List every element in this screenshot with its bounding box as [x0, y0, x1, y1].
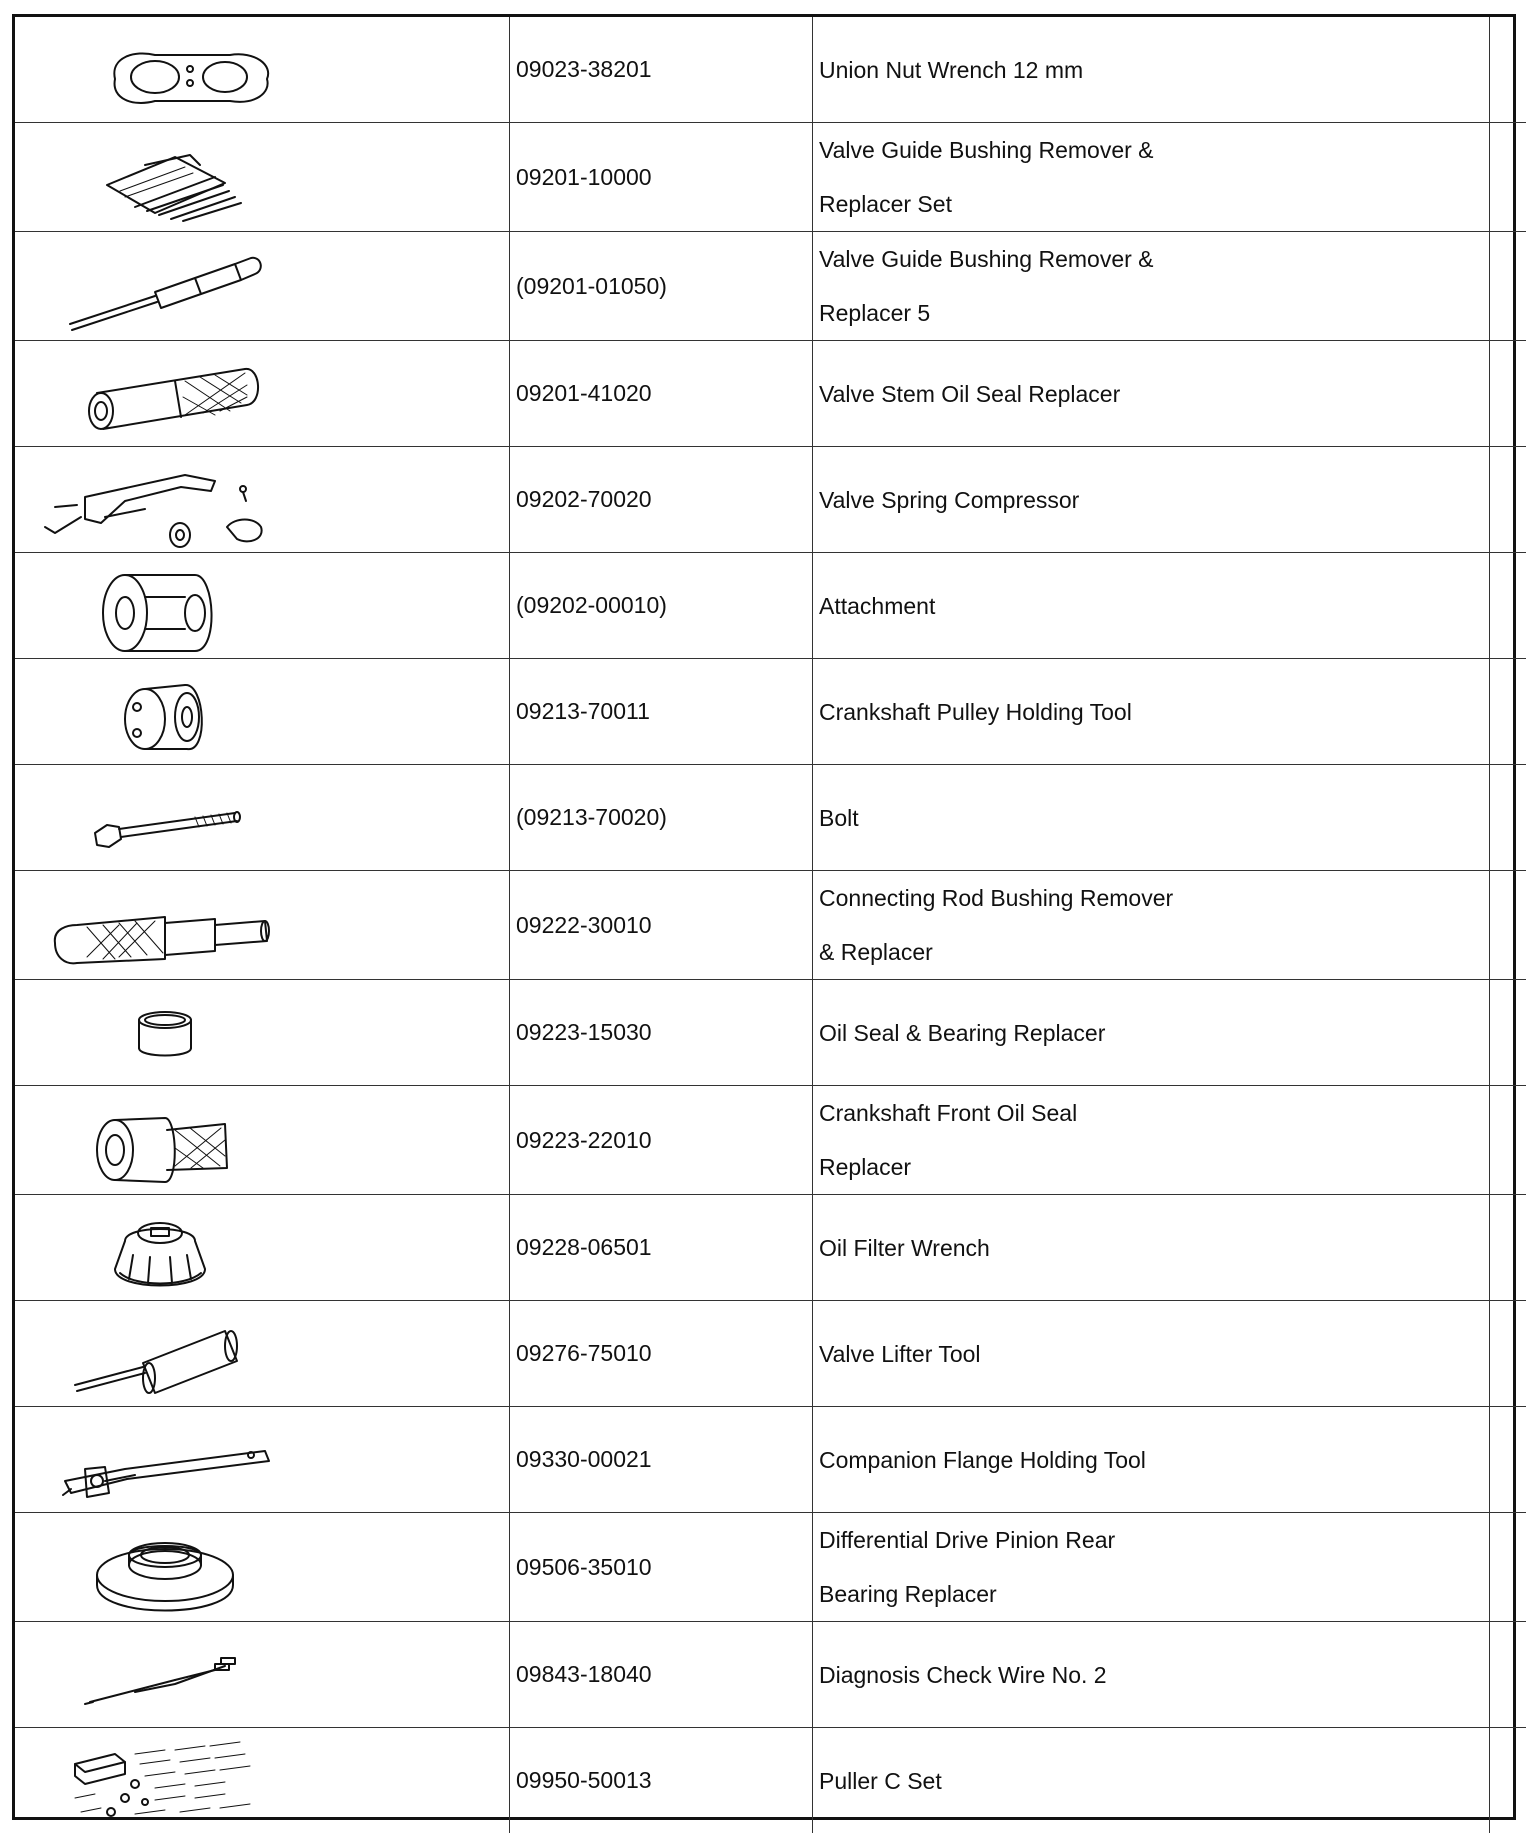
tool-name: Union Nut Wrench 12 mm — [819, 43, 1489, 97]
puller-c-set-icon — [15, 1728, 509, 1833]
part-number-cell — [510, 871, 813, 980]
part-number-cell — [510, 1086, 813, 1195]
part-number: 09202-70020 — [516, 486, 652, 512]
part-number: (09201-01050) — [516, 273, 667, 299]
part-number-cell — [510, 1513, 813, 1622]
tool-image-cell — [15, 1728, 510, 1833]
part-number: 09213-70011 — [516, 698, 650, 724]
tool-image-cell — [15, 17, 510, 123]
tool-image-cell — [15, 447, 510, 553]
part-number: 09023-38201 — [516, 56, 652, 82]
tool-image-cell — [15, 553, 510, 659]
table-row — [15, 1195, 1526, 1301]
tool-name-cell — [813, 17, 1490, 123]
bushing-remover-set-icon — [15, 125, 509, 230]
blank-cell — [1490, 1301, 1526, 1407]
tool-name: Valve Guide Bushing Remover & Replacer 5 — [819, 232, 1489, 340]
table-row — [15, 447, 1526, 553]
part-number-cell — [510, 447, 813, 553]
part-number: 09223-22010 — [516, 1127, 652, 1153]
tool-name-cell — [813, 1407, 1490, 1513]
part-number: 09222-30010 — [516, 912, 652, 938]
part-number-cell — [510, 341, 813, 447]
tool-image-cell — [15, 1195, 510, 1301]
tool-name: Valve Guide Bushing Remover & Replacer Set — [819, 123, 1489, 231]
table-row — [15, 17, 1526, 123]
tool-name: Attachment — [819, 579, 1489, 633]
tool-name: Valve Spring Compressor — [819, 473, 1489, 527]
blank-cell — [1490, 232, 1526, 341]
tool-name: Puller C Set — [819, 1754, 1489, 1808]
part-number-cell — [510, 553, 813, 659]
tool-image-cell — [15, 980, 510, 1086]
rod-bushing-remover-icon — [15, 873, 509, 978]
table-row — [15, 341, 1526, 447]
tool-name-cell — [813, 1513, 1490, 1622]
blank-cell — [1490, 1513, 1526, 1622]
blank-cell — [1490, 17, 1526, 123]
table-row — [15, 659, 1526, 765]
part-number: 09201-41020 — [516, 380, 652, 406]
pinion-bearing-replacer-icon — [15, 1515, 509, 1620]
tool-name-cell — [813, 123, 1490, 232]
part-number: 09506-35010 — [516, 1554, 652, 1580]
tool-name-cell — [813, 980, 1490, 1086]
blank-cell — [1490, 1728, 1526, 1833]
bolt-icon — [15, 765, 509, 870]
table-row — [15, 871, 1526, 980]
table-row — [15, 1622, 1526, 1728]
tool-name: Connecting Rod Bushing Remover & Replacer — [819, 871, 1489, 979]
valve-stem-seal-replacer-icon — [15, 341, 509, 446]
tool-name-cell — [813, 232, 1490, 341]
part-number: 09843-18040 — [516, 1661, 652, 1687]
tool-image-cell — [15, 1301, 510, 1407]
part-number: 09223-15030 — [516, 1019, 652, 1045]
tool-rows — [15, 17, 1526, 1833]
blank-cell — [1490, 765, 1526, 871]
table-row — [15, 1728, 1526, 1833]
part-number-cell — [510, 659, 813, 765]
part-number: 09950-50013 — [516, 1767, 652, 1793]
tool-name-cell — [813, 871, 1490, 980]
tool-name-cell — [813, 1195, 1490, 1301]
part-number-cell — [510, 765, 813, 871]
tool-name-cell — [813, 553, 1490, 659]
tool-image-cell — [15, 659, 510, 765]
blank-cell — [1490, 980, 1526, 1086]
oil-filter-wrench-icon — [15, 1195, 509, 1300]
blank-cell — [1490, 341, 1526, 447]
blank-cell — [1490, 447, 1526, 553]
part-number: 09276-75010 — [516, 1340, 652, 1366]
part-number-cell — [510, 1301, 813, 1407]
blank-cell — [1490, 1195, 1526, 1301]
tool-name-cell — [813, 447, 1490, 553]
blank-cell — [1490, 123, 1526, 232]
part-number-cell — [510, 1728, 813, 1833]
tool-name: Diagnosis Check Wire No. 2 — [819, 1648, 1489, 1702]
part-number-cell — [510, 232, 813, 341]
diagnosis-check-wire-icon — [15, 1622, 509, 1727]
part-number: (09202-00010) — [516, 592, 667, 618]
blank-cell — [1490, 871, 1526, 980]
blank-cell — [1490, 553, 1526, 659]
part-number-cell — [510, 980, 813, 1086]
blank-cell — [1490, 1407, 1526, 1513]
tool-image-cell — [15, 1513, 510, 1622]
union-nut-wrench-icon — [15, 17, 509, 122]
tool-name-cell — [813, 1622, 1490, 1728]
tool-name: Valve Lifter Tool — [819, 1327, 1489, 1381]
tool-name: Crankshaft Pulley Holding Tool — [819, 685, 1489, 739]
part-number: 09330-00021 — [516, 1446, 652, 1472]
part-number: 09228-06501 — [516, 1234, 652, 1260]
part-number-cell — [510, 1195, 813, 1301]
table-row — [15, 1407, 1526, 1513]
tool-name-cell — [813, 1086, 1490, 1195]
flange-holding-tool-icon — [15, 1407, 509, 1512]
blank-cell — [1490, 1086, 1526, 1195]
tool-image-cell — [15, 1622, 510, 1728]
tool-name-cell — [813, 341, 1490, 447]
table-row — [15, 980, 1526, 1086]
tool-image-cell — [15, 871, 510, 980]
tool-image-cell — [15, 765, 510, 871]
bushing-remover-rod-icon — [15, 234, 509, 339]
pulley-holding-tool-icon — [15, 659, 509, 764]
attachment-icon — [15, 553, 509, 658]
tool-name-cell — [813, 765, 1490, 871]
tool-image-cell — [15, 232, 510, 341]
tool-name: Oil Seal & Bearing Replacer — [819, 1006, 1489, 1060]
special-tools-table — [15, 17, 1526, 1833]
table-row — [15, 1086, 1526, 1195]
part-number-cell — [510, 123, 813, 232]
tool-image-cell — [15, 1407, 510, 1513]
tool-image-cell — [15, 123, 510, 232]
front-oil-seal-replacer-icon — [15, 1088, 509, 1193]
blank-cell — [1490, 1622, 1526, 1728]
tool-name-cell — [813, 659, 1490, 765]
table-row — [15, 765, 1526, 871]
tool-name: Bolt — [819, 791, 1489, 845]
tool-name: Valve Stem Oil Seal Replacer — [819, 367, 1489, 421]
table-row — [15, 123, 1526, 232]
valve-lifter-tool-icon — [15, 1301, 509, 1406]
part-number-cell — [510, 1407, 813, 1513]
table-row — [15, 232, 1526, 341]
tool-name-cell — [813, 1728, 1490, 1833]
table-row — [15, 1513, 1526, 1622]
part-number: 09201-10000 — [516, 164, 652, 190]
tool-name-cell — [813, 1301, 1490, 1407]
part-number-cell — [510, 17, 813, 123]
part-number: (09213-70020) — [516, 804, 667, 830]
tool-name: Differential Drive Pinion Rear Bearing Replacer — [819, 1513, 1489, 1621]
tool-image-cell — [15, 341, 510, 447]
tool-name: Companion Flange Holding Tool — [819, 1433, 1489, 1487]
blank-cell — [1490, 659, 1526, 765]
tool-name: Oil Filter Wrench — [819, 1221, 1489, 1275]
tool-image-cell — [15, 1086, 510, 1195]
valve-spring-compressor-icon — [15, 447, 509, 552]
oil-seal-bearing-replacer-icon — [15, 980, 509, 1085]
table-row — [15, 1301, 1526, 1407]
special-tools-sheet — [12, 14, 1516, 1820]
table-row — [15, 553, 1526, 659]
tool-name: Crankshaft Front Oil Seal Replacer — [819, 1086, 1489, 1194]
part-number-cell — [510, 1622, 813, 1728]
